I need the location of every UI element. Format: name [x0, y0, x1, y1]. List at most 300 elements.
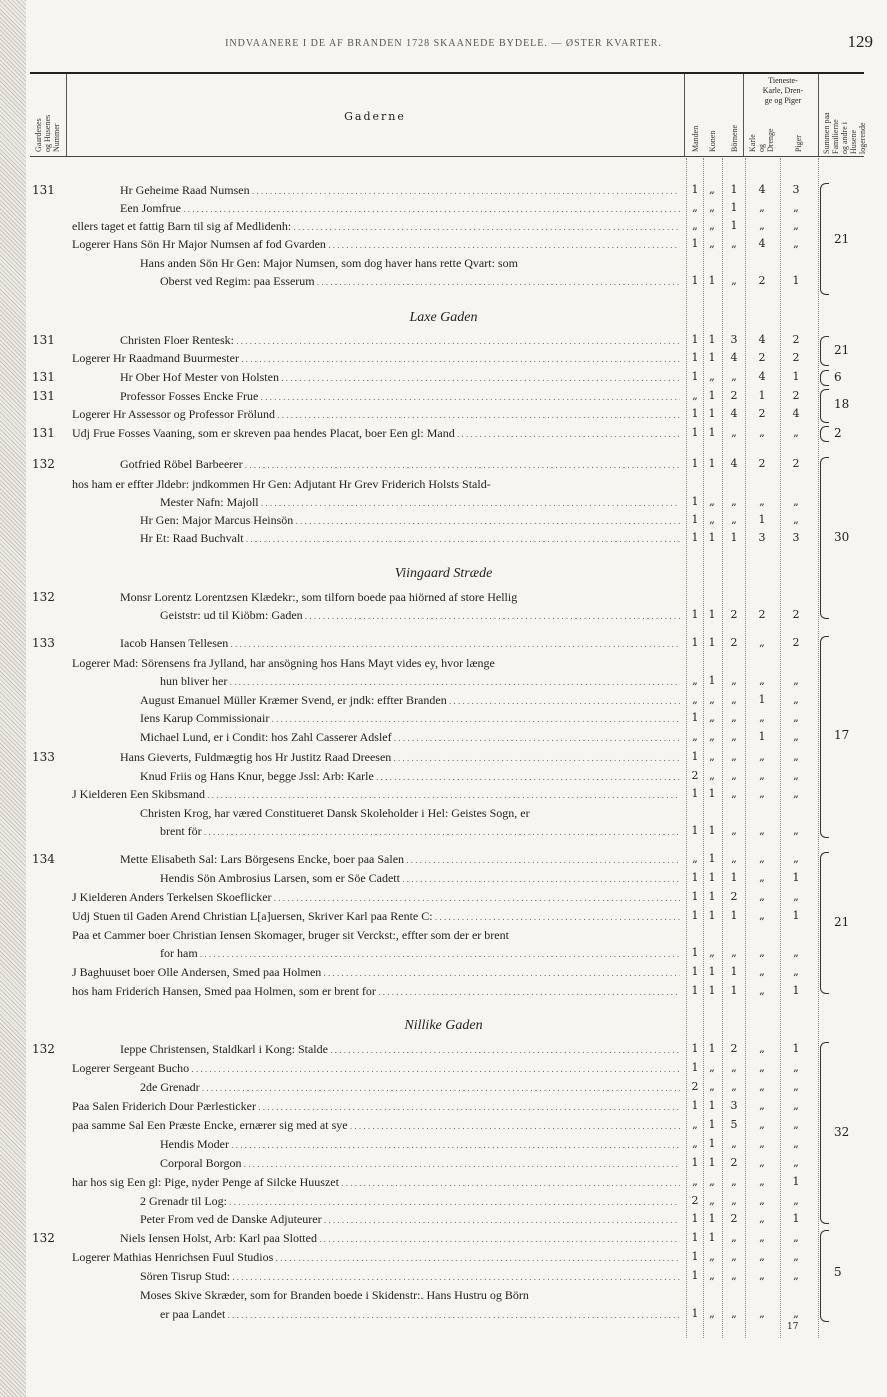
count-piger: „: [793, 769, 799, 782]
table-row: [0, 274, 887, 292]
count-karle: „: [759, 824, 765, 837]
table-row: [0, 531, 887, 549]
resident-text: Logerer Sergeant Bucho: [72, 1061, 190, 1075]
count-konen: „: [709, 183, 715, 196]
count-born: „: [731, 1080, 737, 1093]
family-brace: [820, 1230, 829, 1322]
family-brace: [820, 1042, 829, 1224]
count-born: „: [731, 1061, 737, 1074]
count-manden: 1: [691, 237, 699, 250]
resident-entry: [120, 636, 680, 651]
resident-text: Mette Elisabeth Sal: Lars Börgesens Encke, boer paa Salen: [120, 852, 405, 866]
family-sum: 6: [834, 370, 842, 384]
count-karle: „: [759, 1175, 765, 1188]
resident-entry: [160, 1156, 680, 1171]
resident-text: brent för: [160, 824, 202, 838]
resident-entry: [120, 1231, 680, 1246]
col-header-summen: Summen paa Familierne og andre i Husene logerende: [822, 112, 867, 154]
count-born: 1: [730, 201, 738, 214]
count-manden: „: [692, 693, 698, 706]
table-row: [0, 636, 887, 654]
resident-entry: [72, 890, 680, 905]
count-manden: 1: [691, 407, 699, 420]
count-piger: „: [793, 1307, 799, 1320]
count-piger: 1: [792, 871, 800, 884]
count-piger: „: [793, 1061, 799, 1074]
resident-text: Hr Gen: Major Marcus Heinsön: [140, 513, 294, 527]
count-karle: „: [759, 495, 765, 508]
col-divider-3: [743, 74, 744, 156]
count-piger: „: [793, 852, 799, 865]
count-konen: 1: [708, 426, 716, 439]
resident-text: Logerer Hr Assessor og Professor Frölund: [72, 407, 275, 421]
count-piger: „: [793, 730, 799, 743]
count-konen: 1: [708, 636, 716, 649]
resident-entry: [120, 457, 680, 472]
resident-entry: [140, 1269, 680, 1284]
count-born: „: [731, 370, 737, 383]
resident-entry: [140, 730, 680, 745]
count-karle: 2: [758, 407, 766, 420]
table-row: [0, 787, 887, 805]
count-konen: 1: [708, 351, 716, 364]
resident-text: Iens Karup Commissionair: [140, 711, 270, 725]
count-konen: 1: [708, 871, 716, 884]
house-number: 133: [32, 636, 55, 650]
count-manden: 1: [691, 871, 699, 884]
count-manden: 1: [691, 1231, 699, 1244]
resident-text: Paa et Cammer boer Christian Iensen Skomager, bruger sit Verckst:, effter som der er brent: [72, 928, 509, 942]
count-karle: „: [759, 1080, 765, 1093]
resident-text: August Emanuel Müller Kræmer Svend, er jndk: effter Branden: [140, 693, 447, 707]
table-row: [0, 1118, 887, 1136]
count-piger: „: [793, 1137, 799, 1150]
resident-text: ellers taget et fattig Barn til sig af Medlidenh:: [72, 219, 292, 233]
count-born: 1: [730, 183, 738, 196]
resident-entry: [140, 769, 680, 784]
resident-text: Hr Geheime Raad Numsen: [120, 183, 250, 197]
count-konen: „: [709, 946, 715, 959]
table-row: [0, 389, 887, 407]
count-karle: 2: [758, 608, 766, 621]
count-karle: 2: [758, 351, 766, 364]
count-manden: 1: [691, 370, 699, 383]
table-row: [0, 219, 887, 237]
count-manden: 1: [691, 351, 699, 364]
table-row: [0, 965, 887, 983]
count-piger: „: [793, 1250, 799, 1263]
count-karle: 1: [758, 730, 766, 743]
resident-text: Christen Floer Rentesk:: [120, 333, 234, 347]
count-manden: „: [692, 389, 698, 402]
resident-entry: [140, 1288, 680, 1303]
count-born: 3: [730, 1099, 738, 1112]
count-konen: 1: [708, 1118, 716, 1131]
count-born: „: [731, 1137, 737, 1150]
section-heading: Nillike Gaden: [404, 1018, 483, 1033]
resident-entry: [72, 1099, 680, 1114]
section-heading: Viingaard Stræde: [394, 566, 493, 581]
table-row: [0, 1080, 887, 1098]
count-born: „: [731, 693, 737, 706]
count-manden: 2: [691, 1080, 699, 1093]
resident-text: Professor Fosses Encke Frue: [120, 389, 259, 403]
count-manden: 1: [691, 824, 699, 837]
house-number: 131: [32, 183, 55, 197]
count-piger: „: [793, 219, 799, 232]
count-born: „: [731, 1175, 737, 1188]
count-born: 2: [730, 1042, 738, 1055]
count-piger: „: [793, 693, 799, 706]
count-born: „: [731, 237, 737, 250]
count-born: „: [731, 274, 737, 287]
count-piger: „: [793, 787, 799, 800]
table-row: [0, 769, 887, 787]
count-piger: 1: [792, 370, 800, 383]
resident-text: Ieppe Christensen, Staldkarl i Kong: Stalde: [120, 1042, 328, 1056]
count-piger: „: [793, 965, 799, 978]
count-manden: 1: [691, 1212, 699, 1225]
count-konen: 1: [708, 984, 716, 997]
count-konen: „: [709, 769, 715, 782]
count-born: „: [731, 1307, 737, 1320]
count-born: 1: [730, 965, 738, 978]
resident-entry: [140, 513, 680, 528]
count-manden: 1: [691, 1269, 699, 1282]
resident-text: Oberst ved Regim: paa Esserum: [160, 274, 315, 288]
count-karle: „: [759, 750, 765, 763]
resident-entry: [120, 750, 680, 765]
resident-entry: [72, 787, 680, 802]
count-piger: „: [793, 674, 799, 687]
count-konen: 1: [708, 457, 716, 470]
count-piger: 1: [792, 984, 800, 997]
count-konen: „: [709, 1307, 715, 1320]
resident-entry: [120, 370, 680, 385]
count-manden: 1: [691, 750, 699, 763]
table-row: [0, 1137, 887, 1155]
count-born: „: [731, 513, 737, 526]
col-header-gaderne: Gaderne: [344, 110, 406, 123]
table-row: [0, 946, 887, 964]
table-row: [0, 674, 887, 692]
table-row: [0, 370, 887, 388]
resident-entry: [72, 407, 680, 422]
resident-entry: [140, 806, 680, 821]
count-karle: „: [759, 426, 765, 439]
count-piger: 3: [792, 531, 800, 544]
count-born: „: [731, 750, 737, 763]
resident-text: Hendis Moder: [160, 1137, 229, 1151]
resident-entry: [72, 656, 680, 671]
count-born: 1: [730, 871, 738, 884]
count-konen: 1: [708, 1156, 716, 1169]
table-row: [0, 426, 887, 444]
count-karle: „: [759, 1042, 765, 1055]
table-row: [0, 750, 887, 768]
count-manden: „: [692, 219, 698, 232]
family-brace: [820, 183, 829, 295]
count-born: 4: [730, 407, 738, 420]
count-piger: „: [793, 711, 799, 724]
count-karle: „: [759, 1194, 765, 1207]
family-brace: [820, 636, 829, 838]
resident-entry: [160, 824, 680, 839]
count-born: 2: [730, 636, 738, 649]
table-row: [0, 909, 887, 927]
col-divider-4: [818, 74, 819, 156]
table-row: [0, 1288, 887, 1306]
count-piger: 1: [792, 1175, 800, 1188]
count-konen: „: [709, 201, 715, 214]
col-header-piger: Piger: [794, 135, 803, 152]
resident-entry: [72, 1175, 680, 1190]
resident-text: J Baghuuset boer Olle Andersen, Smed paa Holmen: [72, 965, 322, 979]
count-karle: „: [759, 946, 765, 959]
resident-text: Paa Salen Friderich Dour Pærlesticker: [72, 1099, 256, 1113]
family-sum: 5: [834, 1265, 842, 1279]
table-row: [0, 890, 887, 908]
count-karle: 4: [758, 333, 766, 346]
count-born: 2: [730, 389, 738, 402]
count-karle: 2: [758, 457, 766, 470]
page-number: 129: [847, 32, 873, 51]
family-sum: 30: [834, 530, 850, 544]
resident-entry: [72, 351, 680, 366]
house-number: 132: [32, 457, 55, 471]
count-born: „: [731, 711, 737, 724]
resident-entry: [140, 256, 680, 271]
count-born: 2: [730, 608, 738, 621]
count-karle: „: [759, 636, 765, 649]
resident-text: hos ham Friderich Hansen, Smed paa Holmen, som er brent for: [72, 984, 376, 998]
count-karle: „: [759, 1118, 765, 1131]
count-piger: „: [793, 890, 799, 903]
count-konen: „: [709, 237, 715, 250]
count-konen: 1: [708, 608, 716, 621]
count-born: „: [731, 1269, 737, 1282]
count-born: 2: [730, 1156, 738, 1169]
count-piger: „: [793, 1231, 799, 1244]
count-karle: „: [759, 219, 765, 232]
table-row: [0, 1231, 887, 1249]
count-manden: 2: [691, 769, 699, 782]
count-piger: „: [793, 495, 799, 508]
count-piger: 1: [792, 1042, 800, 1055]
table-row: [0, 1156, 887, 1174]
count-konen: 1: [708, 1099, 716, 1112]
count-konen: „: [709, 1250, 715, 1263]
count-konen: 1: [708, 787, 716, 800]
count-manden: 1: [691, 531, 699, 544]
count-piger: „: [793, 750, 799, 763]
section-heading: Laxe Gaden: [409, 310, 478, 325]
count-piger: 1: [792, 1212, 800, 1225]
resident-text: Knud Friis og Hans Knur, begge Jssl: Arb: Karle: [140, 769, 374, 783]
count-born: 1: [730, 219, 738, 232]
count-born: „: [731, 674, 737, 687]
count-konen: 1: [708, 674, 716, 687]
resident-text: hun bliver her: [160, 674, 228, 688]
count-konen: „: [709, 693, 715, 706]
count-konen: „: [709, 750, 715, 763]
count-born: „: [731, 824, 737, 837]
house-number: 134: [32, 852, 55, 866]
count-born: „: [731, 852, 737, 865]
table-row: [0, 871, 887, 889]
table-row: [0, 730, 887, 748]
count-piger: „: [793, 824, 799, 837]
count-karle: „: [759, 769, 765, 782]
resident-entry: [72, 965, 680, 980]
count-born: „: [731, 1250, 737, 1263]
table-row: [0, 711, 887, 729]
family-brace: [820, 852, 829, 994]
count-konen: 1: [708, 333, 716, 346]
table-row: [0, 513, 887, 531]
count-konen: „: [709, 513, 715, 526]
count-manden: „: [692, 674, 698, 687]
family-brace: [820, 336, 829, 366]
resident-entry: [72, 1061, 680, 1076]
count-konen: „: [709, 1080, 715, 1093]
table-row: [0, 608, 887, 626]
resident-text: Iacob Hansen Tellesen: [120, 636, 229, 650]
resident-entry: [140, 531, 680, 546]
resident-text: Logerer Hr Raadmand Buurmester: [72, 351, 239, 365]
count-manden: „: [692, 201, 698, 214]
resident-entry: [160, 946, 680, 961]
count-born: „: [731, 946, 737, 959]
count-karle: „: [759, 201, 765, 214]
resident-text: hos ham er effter Jldebr: jndkommen Hr Gen: Adjutant Hr Grev Friderich Holsts Stald-: [72, 477, 491, 491]
count-konen: 1: [708, 890, 716, 903]
col-header-konen: Konen: [708, 130, 717, 152]
family-sum: 21: [834, 232, 850, 246]
count-konen: 1: [708, 1231, 716, 1244]
resident-text: Hr Ober Hof Mester von Holsten: [120, 370, 279, 384]
table-row: [0, 806, 887, 824]
count-piger: „: [793, 513, 799, 526]
count-manden: „: [692, 730, 698, 743]
family-brace: [820, 389, 829, 423]
count-konen: „: [709, 495, 715, 508]
family-sum: 32: [834, 1125, 850, 1139]
resident-text: Peter From ved de Danske Adjuteurer: [140, 1212, 322, 1226]
table-row: [0, 693, 887, 711]
count-konen: „: [709, 370, 715, 383]
resident-entry: [140, 1194, 680, 1209]
resident-entry: [160, 495, 680, 510]
resident-text: Logerer Mathias Henrichsen Fuul Studios: [72, 1250, 274, 1264]
count-piger: 1: [792, 909, 800, 922]
count-konen: 1: [708, 1212, 716, 1225]
resident-text: J Kielderen Anders Terkelsen Skoeflicker: [72, 890, 272, 904]
resident-text: Mester Nafn: Majoll: [160, 495, 259, 509]
count-konen: 1: [708, 909, 716, 922]
count-born: 2: [730, 890, 738, 903]
count-manden: 1: [691, 965, 699, 978]
family-sum: 21: [834, 915, 850, 929]
count-karle: „: [759, 852, 765, 865]
resident-text: 2 Grenadr til Log:: [140, 1194, 227, 1208]
count-konen: „: [709, 1175, 715, 1188]
count-karle: „: [759, 787, 765, 800]
count-konen: „: [709, 711, 715, 724]
resident-text: Corporal Borgon: [160, 1156, 242, 1170]
count-karle: „: [759, 711, 765, 724]
count-konen: „: [709, 730, 715, 743]
count-piger: „: [793, 1118, 799, 1131]
count-konen: 1: [708, 389, 716, 402]
count-piger: „: [793, 426, 799, 439]
count-konen: „: [709, 1061, 715, 1074]
family-sum: 18: [834, 397, 850, 411]
table-row: [0, 852, 887, 870]
col-divider-2: [684, 74, 685, 156]
table-row: [0, 333, 887, 351]
col-header-karle: Karle og Drenge: [748, 128, 775, 152]
count-karle: „: [759, 984, 765, 997]
resident-entry: [160, 871, 680, 886]
resident-entry: [140, 693, 680, 708]
resident-text: Moses Skive Skræder, som for Branden boede i Skidenstr:. Hans Hustru og Börn: [140, 1288, 529, 1302]
table-row: [0, 590, 887, 608]
count-piger: „: [793, 1099, 799, 1112]
family-brace: [820, 370, 829, 386]
table-row: [0, 1250, 887, 1268]
header-rule: [30, 156, 864, 157]
resident-entry: [160, 608, 680, 623]
count-manden: „: [692, 1118, 698, 1131]
table-row: [0, 237, 887, 255]
resident-entry: [120, 333, 680, 348]
count-born: 1: [730, 984, 738, 997]
house-number: 131: [32, 370, 55, 384]
count-manden: 1: [691, 711, 699, 724]
family-sum: 2: [834, 426, 842, 440]
resident-text: Udj Stuen til Gaden Arend Christian L[a]uersen, Skriver Karl paa Rente C:: [72, 909, 433, 923]
count-konen: 1: [708, 965, 716, 978]
resident-text: Hans anden Sön Hr Gen: Major Numsen, som dog haver hans rette Qvart: som: [140, 256, 518, 270]
house-number: 132: [32, 1231, 55, 1245]
house-number: 132: [32, 1042, 55, 1056]
count-konen: „: [709, 219, 715, 232]
resident-text: Christen Krog, har væred Constitueret Dansk Skoleholder i Hel: Geistes Sogn, er: [140, 806, 530, 820]
count-konen: „: [709, 1269, 715, 1282]
col-header-gaard: Gaardenes og Husenes Nummer: [34, 114, 61, 152]
count-karle: „: [759, 674, 765, 687]
count-manden: 1: [691, 426, 699, 439]
count-born: „: [731, 426, 737, 439]
resident-entry: [120, 389, 680, 404]
count-born: 1: [730, 909, 738, 922]
count-karle: 1: [758, 513, 766, 526]
table-row: [0, 256, 887, 274]
count-karle: „: [759, 871, 765, 884]
house-number: 132: [32, 590, 55, 604]
table-row: [0, 407, 887, 425]
resident-entry: [160, 1307, 680, 1322]
count-karle: 1: [758, 693, 766, 706]
resident-text: J Kielderen Een Skibsmand: [72, 787, 205, 801]
count-konen: 1: [708, 824, 716, 837]
count-manden: 1: [691, 1307, 699, 1320]
count-manden: „: [692, 852, 698, 865]
table-row: [0, 824, 887, 842]
resident-entry: [72, 928, 680, 943]
count-manden: „: [692, 1137, 698, 1150]
